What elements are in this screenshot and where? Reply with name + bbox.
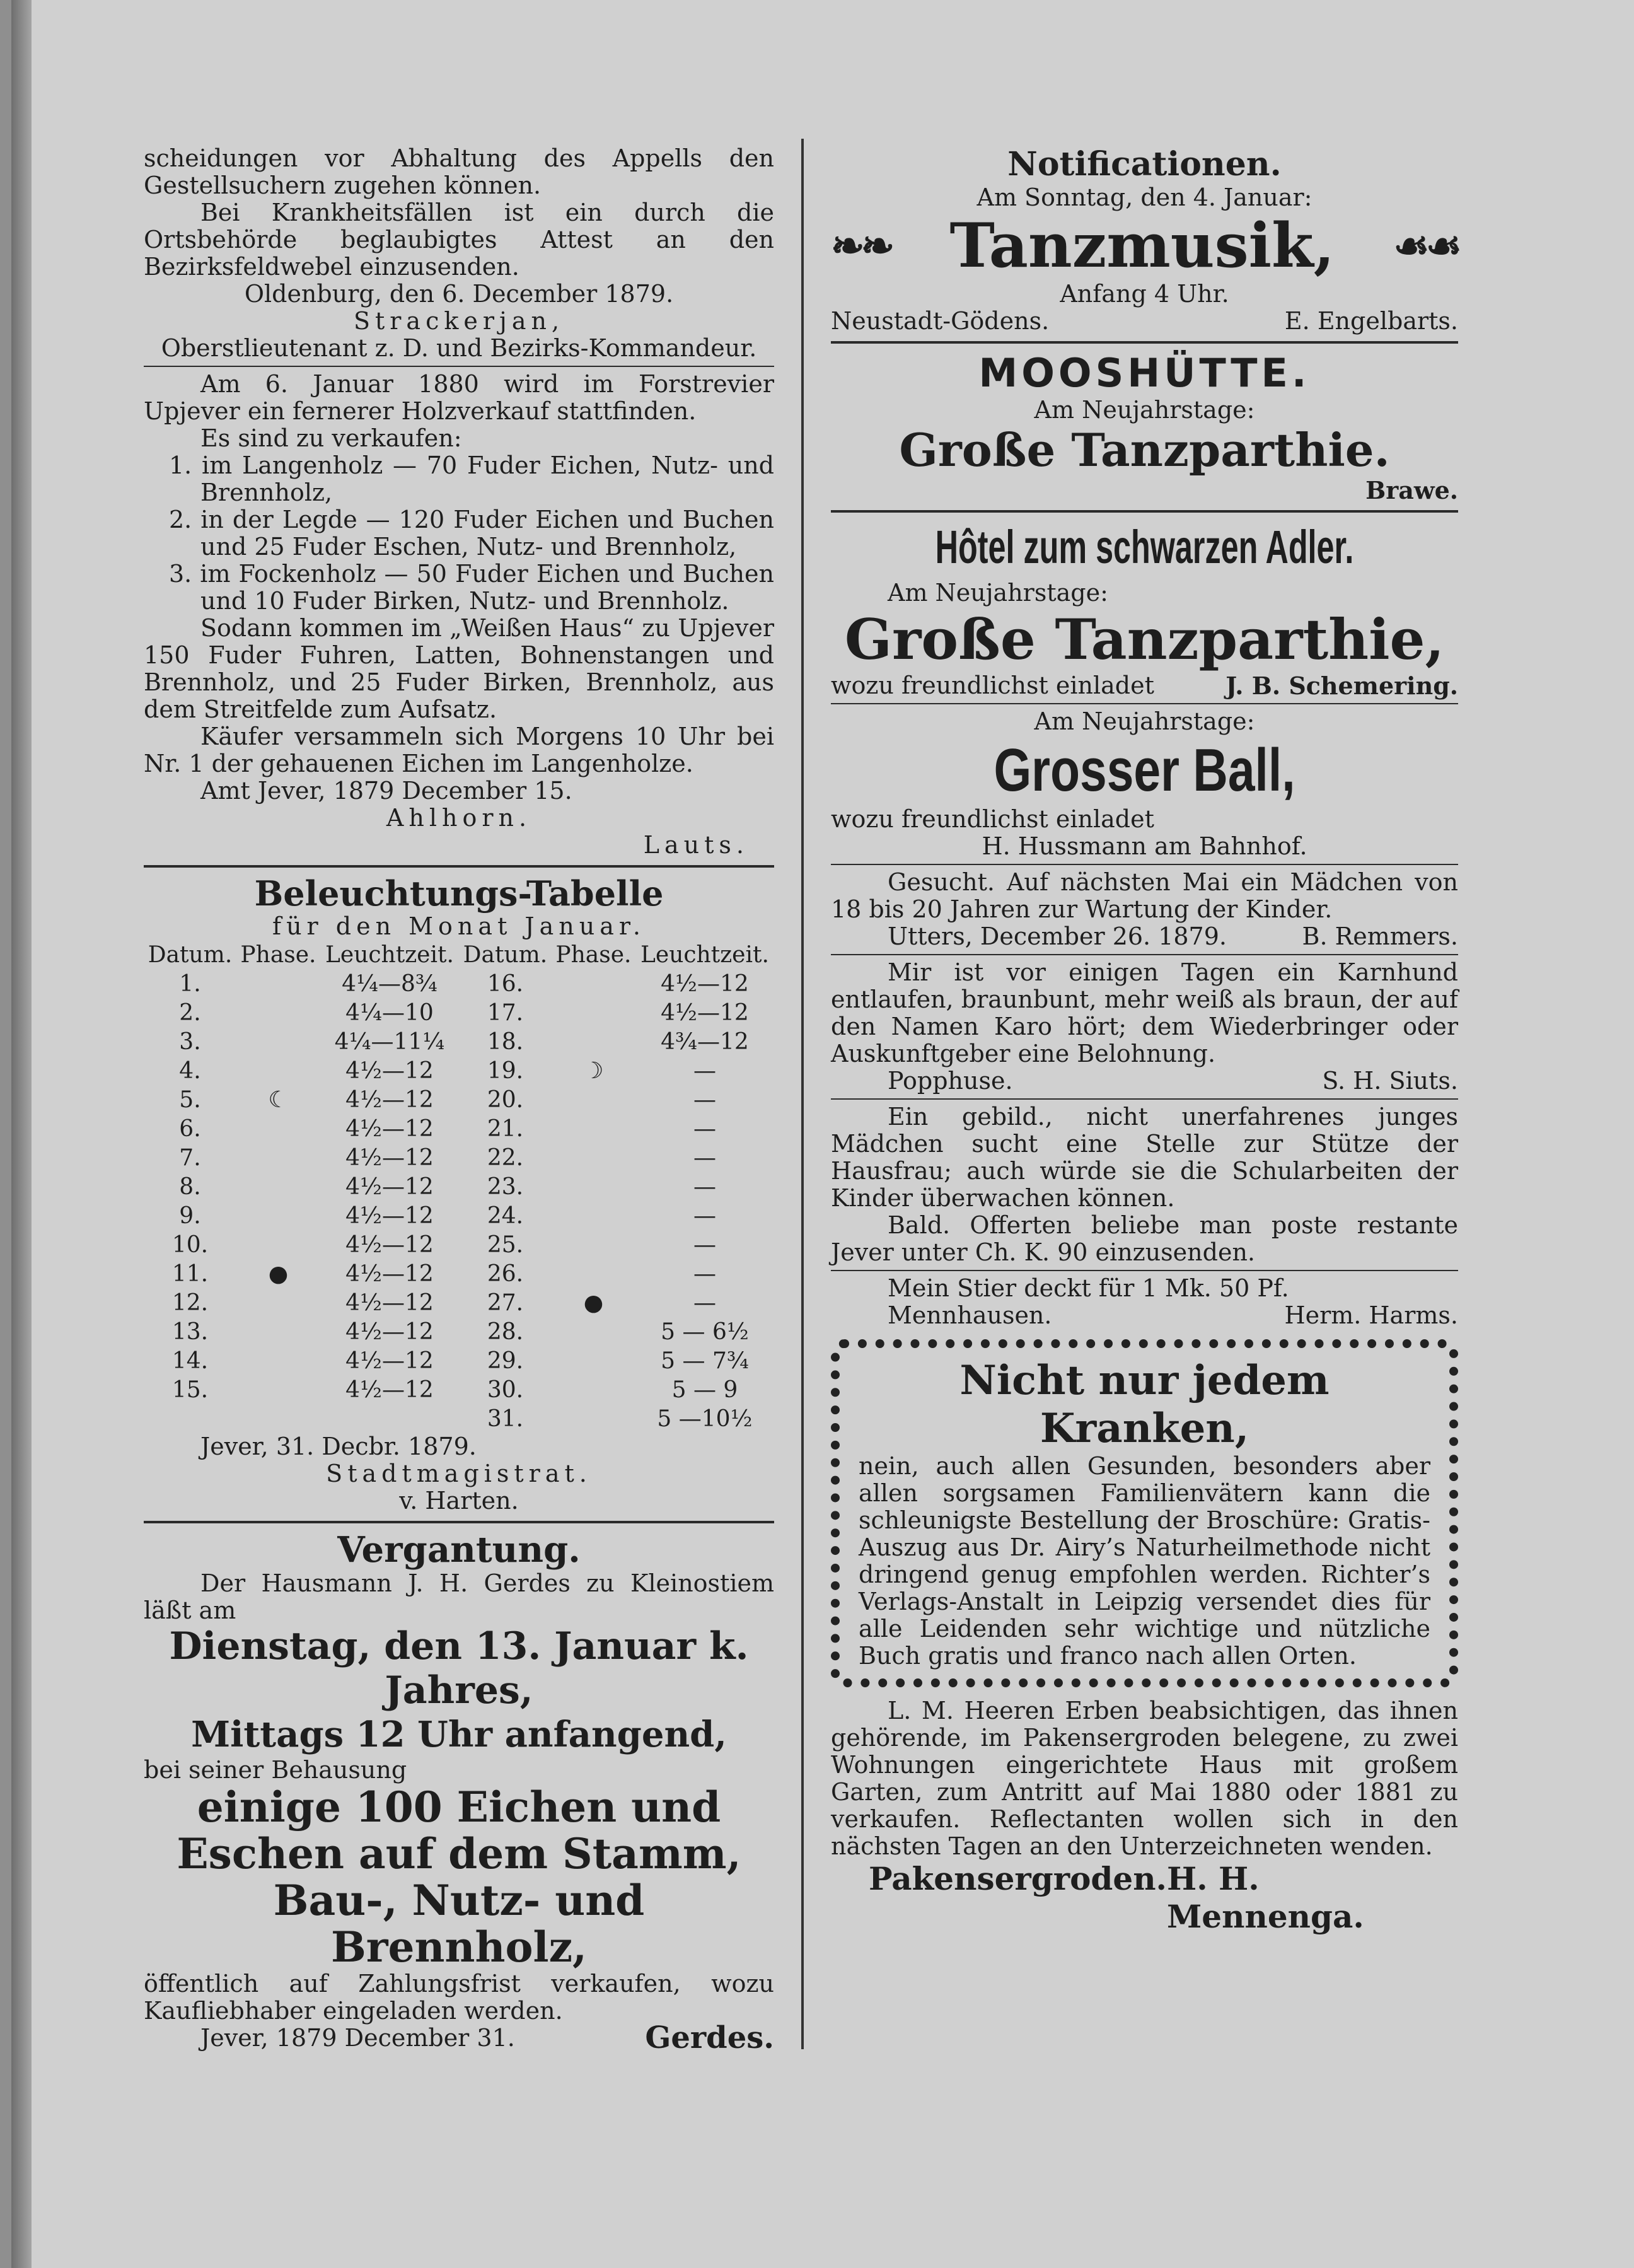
hund-footer: [831, 1067, 1458, 1095]
rule: [831, 1098, 1458, 1100]
ball-day: Am Neujahrstage:: [1034, 707, 1255, 735]
table-cell: 4½—12: [345, 1173, 434, 1200]
tanz-footer: [831, 308, 1458, 335]
gesucht-text: Gesucht. Auf nächsten Mai ein Mädchen von 18 bis 20 Jahren zur Wartung der Kinder.: [831, 868, 1458, 923]
table-cell: [236, 1027, 320, 1056]
table-cell: 31.: [487, 1405, 524, 1432]
column-header: Phase.: [240, 941, 316, 968]
table-cell: 13.: [171, 1318, 209, 1345]
mooshuette-event: Große Tanzparthie.: [899, 423, 1390, 477]
table-cell: —: [693, 1202, 716, 1229]
tanz-banner: [831, 211, 1458, 281]
table-cell: 10.: [171, 1231, 209, 1258]
left-column: [144, 144, 774, 2056]
ball-host: H. Hussmann am Bahnhof.: [982, 832, 1307, 860]
holz-more: Sodann kommen im „Weißen Haus“ zu Upjever 150 Fuder Fuhren, Latten, Bohnenstangen und Brennholz, und 25 Fuder Birken, Brennholz, aus dem Streitfelde zum Aufsatz.: [144, 614, 774, 723]
adler-host: J. B. Schemering.: [1226, 672, 1458, 700]
table-cell: 24.: [487, 1202, 524, 1229]
vergantung-goods: einige 100 Eichen und Eschen auf dem Stamm, Bau-, Nutz- und Brennholz,: [177, 1782, 741, 1972]
table-row: [144, 1317, 774, 1346]
table-cell: 2.: [179, 999, 201, 1026]
table-cell: 4¼—10: [345, 999, 434, 1026]
rule: [831, 341, 1458, 344]
table-cell: [236, 1201, 320, 1230]
table-body: [144, 969, 774, 1433]
table-cell: 4½—12: [345, 1289, 434, 1316]
amt-date: Amt Jever, 1879 December 15.: [200, 777, 572, 805]
table-cell: 4½—12: [661, 999, 749, 1026]
tanz-host: E. Engelbarts.: [1284, 307, 1458, 335]
table-cell: 4½—12: [345, 1376, 434, 1403]
holz-intro: Am 6. Januar 1880 wird im Forstrevier Upjever ein fernerer Holzverkauf stattfinden.: [144, 370, 774, 425]
rule: [831, 954, 1458, 955]
ball-title-text: Grosser Ball,: [994, 736, 1295, 804]
holz-sub: Es sind zu verkaufen:: [200, 424, 462, 452]
table-cell: [552, 998, 635, 1027]
table-cell: —: [693, 1289, 716, 1316]
tanz-title: Tanzmusik,: [949, 210, 1335, 281]
hund-text: Mir ist vor einigen Tagen ein Karnhund entlaufen, braunbunt, mehr weiß als braun, der auf den Namen Karo hört; dem Wiederbringer oder Auskunftgeber eine Belohnung.: [831, 958, 1458, 1067]
table-cell: —: [693, 1086, 716, 1113]
rule: [144, 1521, 774, 1523]
maedchen-offer: Bald. Offerten beliebe man poste restante Jever unter Ch. K. 90 einzusenden.: [831, 1211, 1458, 1266]
table-row: [144, 969, 774, 998]
list-item: 2. in der Legde — 120 Fuder Eichen und Buchen und 25 Fuder Eschen, Nutz- und Brennholz,: [169, 506, 774, 561]
heeren-text: L. M. Heeren Erben beabsichtigen, das ihnen gehörende, im Pakensergroden belegene, zu zwei Wohnungen eingerichtete Haus mit großem Garten, zum Antritt auf Mai 1880 oder 1881 zu verkaufen. Reflectanten wollen sich in den nächsten Tagen an den Unterzeichneten wenden.: [831, 1697, 1458, 1860]
remedy-title: Nicht nur jedem Kranken,: [959, 1357, 1330, 1452]
rule: [831, 510, 1458, 513]
tanz-start: Anfang 4 Uhr.: [1060, 280, 1229, 308]
table-subtitle: für den Monat Januar.: [272, 912, 646, 940]
table-cell: 16.: [487, 970, 524, 997]
ornament-left-icon: ❧❧: [831, 222, 891, 270]
signer-title: Oberstlieutenant z. D. und Bezirks-Kommandeur.: [161, 334, 757, 362]
table-cell: 4½—12: [345, 1144, 434, 1171]
table-cell: —: [693, 1231, 716, 1258]
table-row: [144, 1056, 774, 1085]
table-cell: 29.: [487, 1347, 524, 1374]
table-cell: 5 — 6½: [661, 1318, 749, 1345]
table-cell: 4½—12: [345, 1057, 434, 1084]
ornament-right-icon: ☙☙: [1393, 222, 1458, 270]
heeren-place: Pakensergroden.: [869, 1860, 1167, 1897]
table-cell: [320, 1404, 459, 1433]
table-cell: 30.: [487, 1376, 524, 1403]
rule: [144, 865, 774, 868]
table-cell: [236, 1375, 320, 1404]
table-cell: 4½—12: [345, 1086, 434, 1113]
table-cell: [236, 1317, 320, 1346]
list-item: 3. im Fockenholz — 50 Fuder Eichen und Buchen und 10 Fuder Birken, Nutz- und Brennholz.: [169, 560, 774, 615]
table-cell: 4½—12: [345, 1115, 434, 1142]
table-cell: 4½—12: [345, 1260, 434, 1287]
table-cell: 3.: [179, 1028, 201, 1055]
table-cell: 4.: [179, 1057, 201, 1084]
table-cell: [552, 969, 635, 998]
table-row: [144, 1114, 774, 1143]
table-cell: ●: [583, 1289, 604, 1316]
adler-day: Am Neujahrstage:: [888, 579, 1108, 607]
table-cell: 26.: [487, 1260, 524, 1287]
table-cell: 4½—12: [345, 1347, 434, 1374]
table-cell: 7.: [179, 1144, 201, 1171]
table-cell: —: [693, 1144, 716, 1171]
table-cell: [236, 1114, 320, 1143]
table-cell: 5 — 9: [671, 1376, 738, 1403]
rule: [831, 1270, 1458, 1271]
gesucht-signature: B. Remmers.: [1302, 922, 1458, 950]
lighting-table: [144, 940, 774, 1433]
adler-event: Große Tanzparthie,: [844, 607, 1445, 672]
table-cell: —: [693, 1057, 716, 1084]
column-header: Leuchtzeit.: [640, 941, 769, 968]
table-cell: —: [693, 1173, 716, 1200]
table-cell: ☽: [583, 1057, 604, 1084]
table-row: [144, 998, 774, 1027]
table-cell: 18.: [487, 1028, 524, 1055]
mooshuette-day: Am Neujahrstage:: [1034, 396, 1255, 424]
table-cell: [236, 1288, 320, 1317]
holz-list: [144, 452, 774, 615]
table-cell: [144, 1404, 236, 1433]
column-header: Datum.: [463, 941, 548, 968]
vergantung-signature: Gerdes.: [645, 2020, 774, 2056]
table-row: [144, 1346, 774, 1375]
table-row: [144, 1085, 774, 1114]
adler-footer: [831, 672, 1458, 699]
oldenburg-date: Oldenburg, den 6. December 1879.: [244, 280, 674, 308]
table-cell: 5 —10½: [657, 1405, 753, 1432]
table-row: [144, 1201, 774, 1230]
remedy-advertisement: [831, 1339, 1458, 1687]
rule: [144, 366, 774, 367]
mooshuette-title: MOOSHÜTTE.: [978, 350, 1311, 396]
table-cell: 5 — 7¾: [661, 1347, 749, 1374]
intro-text: scheidungen vor Abhaltung des Appells den Gestellsuchern zugehen können.: [144, 144, 774, 199]
adler-title-text: Hôtel zum schwarzen Adler.: [935, 521, 1354, 573]
vergantung-footer: [144, 2020, 774, 2056]
table-cell: ☾: [268, 1086, 289, 1113]
table-cell: 4¾—12: [661, 1028, 749, 1055]
table-cell: 17.: [487, 999, 524, 1026]
table-cell: 22.: [487, 1144, 524, 1171]
gesucht-place: Utters, December 26. 1879.: [888, 922, 1227, 950]
table-cell: [552, 1375, 635, 1404]
table-cell: 11.: [171, 1260, 209, 1287]
vergantung-date: Jever, 1879 December 31.: [200, 2024, 515, 2052]
stier-place: Mennhausen.: [888, 1301, 1052, 1329]
table-row: [144, 1259, 774, 1288]
table-cell: 6.: [179, 1115, 201, 1142]
table-signature-2: v. Harten.: [399, 1487, 519, 1515]
table-cell: 23.: [487, 1173, 524, 1200]
table-cell: [552, 1201, 635, 1230]
table-cell: 25.: [487, 1231, 524, 1258]
tanz-day: Am Sonntag, den 4. Januar:: [976, 183, 1312, 211]
hund-signature: S. H. Siuts.: [1322, 1067, 1458, 1095]
vergantung-terms: öffentlich auf Zahlungsfrist verkaufen, wozu Kaufliebhaber eingeladen werden.: [144, 1970, 774, 2025]
stier-footer: [831, 1302, 1458, 1329]
page-spine: [11, 0, 32, 2268]
table-cell: 8.: [179, 1173, 201, 1200]
table-cell: 5.: [179, 1086, 201, 1113]
table-cell: 19.: [487, 1057, 524, 1084]
holz-meet: Käufer versammeln sich Morgens 10 Uhr bei Nr. 1 der gehauenen Eichen im Langenholze.: [144, 723, 774, 777]
table-cell: [236, 1172, 320, 1201]
heeren-footer: [831, 1860, 1458, 1936]
column-divider: [801, 139, 804, 2049]
rule: [831, 703, 1458, 704]
table-row: [144, 1230, 774, 1259]
table-cell: [236, 969, 320, 998]
vergantung-day: Dienstag, den 13. Januar k. Jahres,: [169, 1624, 749, 1713]
signer-name: Strackerjan,: [353, 307, 565, 335]
table-row: [144, 1143, 774, 1172]
table-row: [144, 1404, 774, 1433]
table-cell: —: [693, 1260, 716, 1287]
table-cell: [552, 1404, 635, 1433]
table-cell: —: [693, 1115, 716, 1142]
column-header: Leuchtzeit.: [325, 941, 454, 968]
mooshuette-host: Brawe.: [1365, 476, 1458, 504]
table-cell: ●: [268, 1260, 289, 1287]
gesucht-footer: [831, 923, 1458, 950]
vergantung-place: bei seiner Behausung: [144, 1756, 407, 1784]
table-cell: 27.: [487, 1289, 524, 1316]
notifications-title: Notificationen.: [1007, 145, 1282, 183]
table-row: [144, 1172, 774, 1201]
table-row: [144, 1027, 774, 1056]
list-item: 1. im Langenholz — 70 Fuder Eichen, Nutz- und Brennholz,: [169, 451, 774, 506]
table-cell: [552, 1172, 635, 1201]
table-cell: 4½—12: [345, 1202, 434, 1229]
table-cell: 4¼—8¾: [342, 970, 437, 997]
table-cell: [552, 1346, 635, 1375]
maedchen-text: Ein gebild., nicht unerfahrenes junges Mädchen sucht eine Stelle zur Stütze der Hausfrau; auch würde sie die Schularbeiten der Kinder überwachen können.: [831, 1103, 1458, 1212]
table-cell: 20.: [487, 1086, 524, 1113]
heeren-signature: H. H. Mennenga.: [1166, 1860, 1364, 1935]
adler-invite: wozu freundlichst einladet: [831, 672, 1154, 699]
hund-place: Popphuse.: [888, 1067, 1013, 1095]
tanz-place: Neustadt-Gödens.: [831, 307, 1050, 335]
table-cell: [552, 1317, 635, 1346]
table-row: [144, 1375, 774, 1404]
table-signature-1: Stadtmagistrat.: [326, 1460, 592, 1487]
illness-notice: Bei Krankheitsfällen ist ein durch die Ortsbehörde beglaubigtes Attest an den Bezirksfeldwebel einzusenden.: [144, 199, 774, 281]
table-cell: [552, 1259, 635, 1288]
rule: [831, 864, 1458, 865]
vergantung-title: Vergantung.: [337, 1529, 581, 1571]
table-row: [144, 1288, 774, 1317]
vergantung-time: Mittags 12 Uhr anfangend,: [191, 1714, 727, 1755]
table-cell: 9.: [179, 1202, 201, 1229]
right-column: [831, 145, 1458, 1936]
table-cell: 28.: [487, 1318, 524, 1345]
table-cell: [236, 1404, 320, 1433]
table-cell: [236, 998, 320, 1027]
table-cell: 12.: [171, 1289, 209, 1316]
ball-invite: wozu freundlichst einladet: [831, 805, 1154, 833]
table-cell: 4¼—11¼: [334, 1028, 445, 1055]
stier-signature: Herm. Harms.: [1284, 1301, 1458, 1329]
table-title: Beleuchtungs-Tabelle: [254, 873, 664, 914]
table-date: Jever, 31. Decbr. 1879.: [200, 1433, 477, 1460]
amt-signature-1: Ahlhorn.: [386, 804, 532, 832]
table-cell: [552, 1143, 635, 1172]
table-cell: 15.: [171, 1376, 209, 1403]
table-cell: [236, 1230, 320, 1259]
table-header-row: [144, 940, 774, 969]
table-cell: 4½—12: [345, 1231, 434, 1258]
column-header: Datum.: [148, 941, 233, 968]
table-cell: [236, 1143, 320, 1172]
table-cell: 4½—12: [661, 970, 749, 997]
table-cell: 1.: [179, 970, 201, 997]
remedy-text: nein, auch allen Gesunden, besonders aber allen sorgsamen Familienvätern kann die schleunigste Bestellung der Broschüre: Gratis-Auszug aus Dr. Airy’s Naturheilmethode nicht dringend genug empfohlen werden. Richter’s Verlags-Anstalt in Leipzig versendet dies für alle Leidenden sehr wichtige und nützliche Buch gratis und franco nach allen Orten.: [859, 1452, 1430, 1670]
column-header: Phase.: [555, 941, 632, 968]
amt-signature-2: Lauts.: [643, 831, 749, 859]
table-cell: 14.: [171, 1347, 209, 1374]
adler-title: [831, 519, 1458, 576]
newspaper-page: [11, 0, 1634, 2268]
table-cell: [236, 1346, 320, 1375]
ball-title: [831, 735, 1458, 806]
table-cell: [552, 1027, 635, 1056]
table-cell: 4½—12: [345, 1318, 434, 1345]
stier-text: Mein Stier deckt für 1 Mk. 50 Pf.: [888, 1274, 1289, 1302]
table-cell: 21.: [487, 1115, 524, 1142]
table-cell: [236, 1056, 320, 1085]
table-cell: [552, 1085, 635, 1114]
table-cell: [552, 1230, 635, 1259]
vergantung-intro: Der Hausmann J. H. Gerdes zu Kleinostiem läßt am: [144, 1569, 774, 1624]
table-cell: [552, 1114, 635, 1143]
